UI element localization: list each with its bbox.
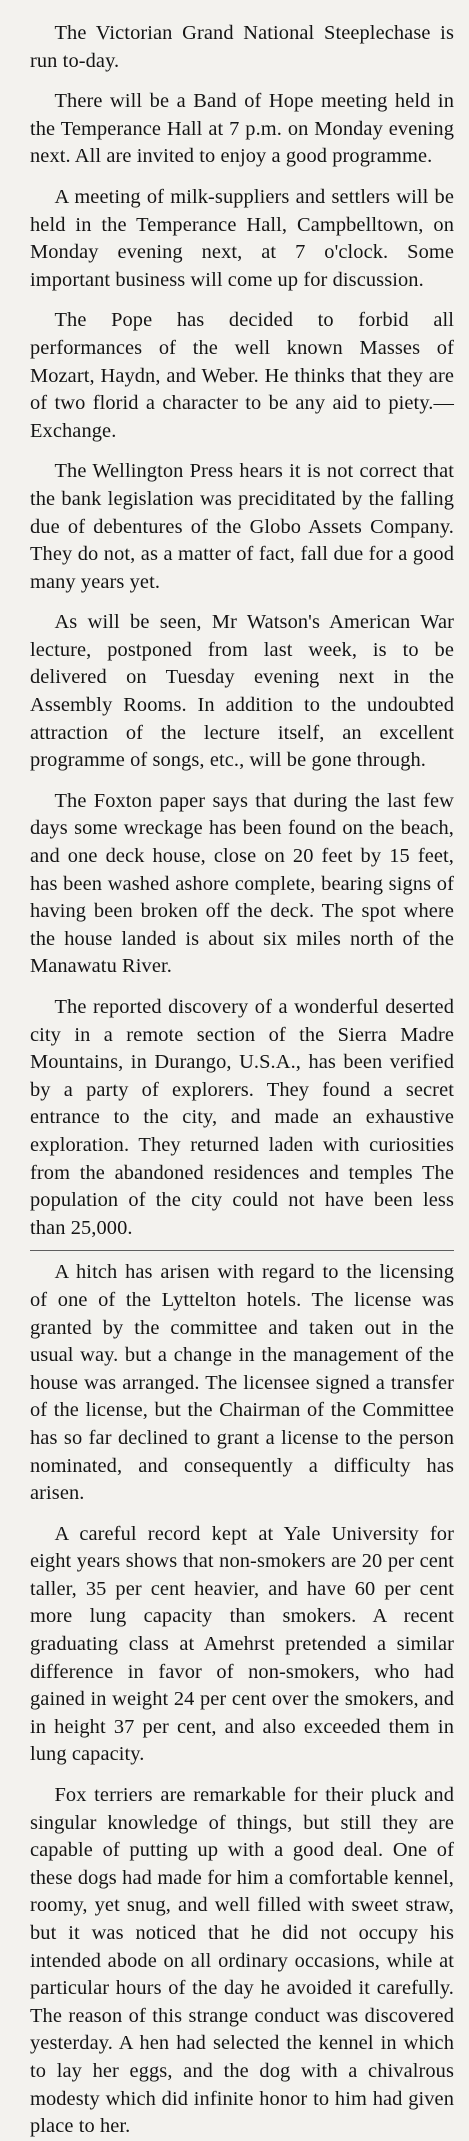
column-divider	[30, 1250, 454, 1251]
news-item-yale-smokers: A careful record kept at Yale University for eight years shows that non-smokers are 20 per cent taller, 35 per cent heavier, and have 60 per cent more lung capacity than smokers. A recent graduating class at Amehrst pretended a similar difference in favor of non-smokers, who had gained in weight 24 per cent over the smokers, and in height 37 per cent, and also exceeded them in lung capacity.	[30, 1522, 454, 1766]
news-item-steeplechase: The Victorian Grand National Steeplechase is run to-day.	[30, 22, 454, 72]
news-item-band-of-hope: There will be a Band of Hope meeting held in the Temperance Hall at 7 p.m. on Monday evening next. All are invited to enjoy a good programme.	[30, 90, 454, 168]
news-item-deserted-city: The reported discovery of a wonderful deserted city in a remote section of the Sierra Madre Mountains, in Durango, U.S.A., has been verified by a party of explorers. They found a secret entrance to the city, and made an exhaustive exploration. They returned laden with curiosities from the abandoned residences and temples The population of the city could not have been less than 25,000.	[30, 996, 454, 1239]
news-item-pope-masses: The Pope has decided to forbid all performances of the well known Masses of Mozart, Haydn, and Weber. He thinks that they are of two florid a character to be any aid to piety.—Exchange.	[30, 309, 454, 442]
news-item-milk-suppliers: A meeting of milk-suppliers and settlers will be held in the Temperance Hall, Campbelltown, on Monday evening next, at 7 o'clock. Some important business will come up for discussion.	[30, 185, 454, 291]
news-item-lyttelton-hotel: A hitch has arisen with regard to the licensing of one of the Lyttelton hotels. The license was granted by the committee and taken out in the usual way. but a change in the management of the house was arranged. The licensee signed a transfer of the license, but the Chairman of the Committee has so far declined to grant a license to the person nominated, and consequently a difficulty has arisen.	[30, 1261, 454, 1505]
news-item-foxton-wreckage: The Foxton paper says that during the last few days some wreckage has been found on the beach, and one deck house, close on 20 feet by 15 feet, has been washed ashore complete, bearing signs of having been broken off the deck. The spot where the house landed is about six miles north of the Manawatu River.	[30, 789, 454, 978]
news-item-watson-lecture: As will be seen, Mr Watson's American War lecture, postponed from last week, is to be delivered on Tuesday evening next in the Assembly Rooms. In addition to the undoubted attraction of the lecture itself, an excellent programme of songs, etc., will be gone through.	[30, 611, 454, 772]
news-item-fox-terrier: Fox terriers are remarkable for their pluck and singular knowledge of things, but still they are capable of putting up with a good deal. One of these dogs had made for him a comfortable kennel, roomy, yet snug, and well filled with sweet straw, but it was noticed that he did not occupy his intended abode on all ordinary occasions, while at particular hours of the day he avoided it carefully. The reason of this strange conduct was discovered yesterday. A hen had selected the kennel in which to lay her eggs, and the dog with a chivalrous modesty which did infinite honor to him had given place to her.	[30, 1784, 454, 2138]
news-item-bank-legislation: The Wellington Press hears it is not correct that the bank legislation was preciditated by the falling due of debentures of the Globo Assets Company. They do not, as a matter of fact, fall due for a good many years yet.	[30, 460, 454, 593]
